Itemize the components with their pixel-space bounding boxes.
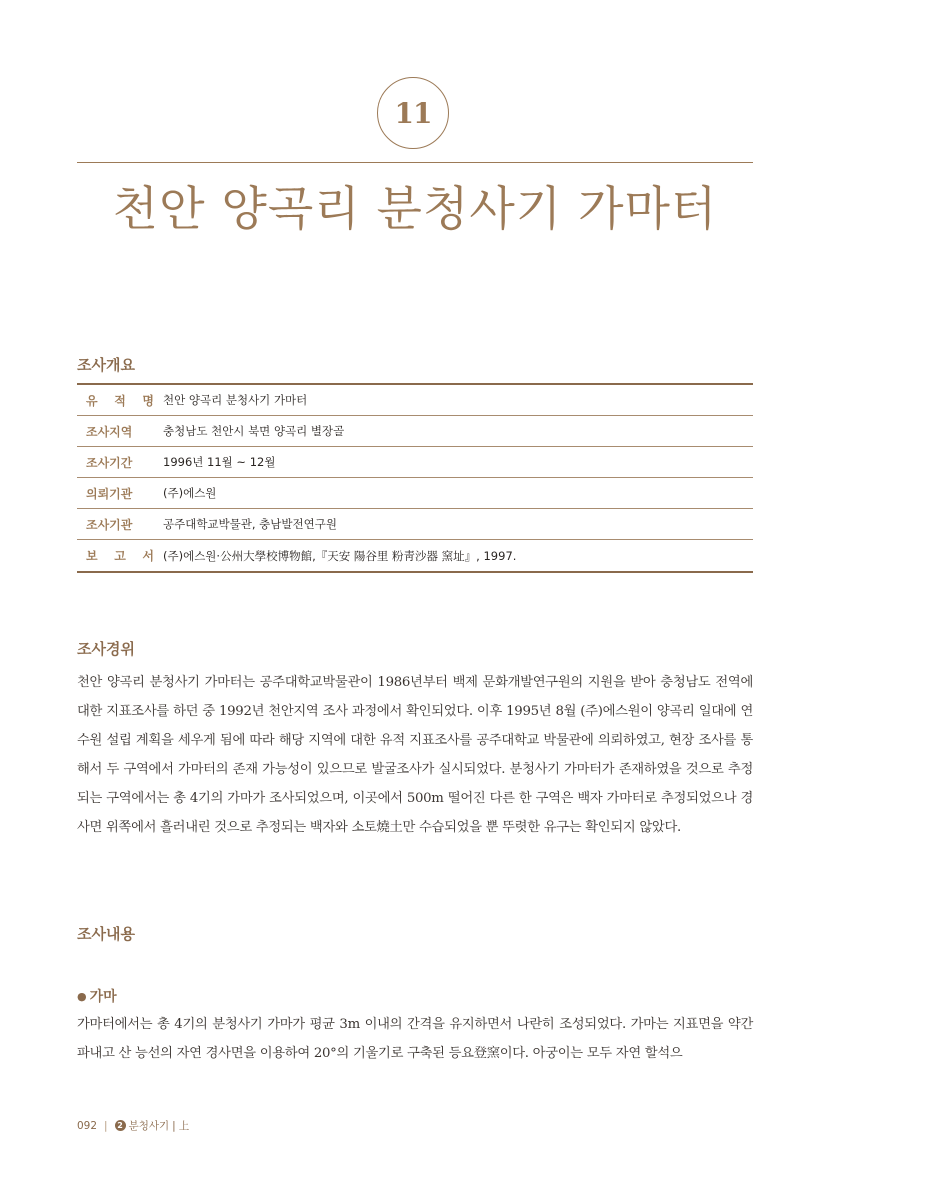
contents-heading: 조사내용 [77,925,135,943]
kiln-paragraph: 가마터에서는 총 4기의 분청사기 가마가 평균 3m 이내의 간격을 유지하면서 나란히 조성되었다. 가마는 지표면을 약간 파내고 산 능선의 자연 경사면을 이용하여 20°의 기울기로 구축된 등요登窯이다. 아궁이는 모두 자연 할석으 [77,1017,753,1061]
row-label: 조사기간 [86,455,133,470]
row-label: 의뢰기관 [86,486,133,501]
overview-row-client [77,478,753,509]
page-title: 천안 양곡리 분청사기 가마터 [112,182,718,237]
bullet-icon: ● [77,990,87,1003]
overview-row-period [77,447,753,478]
overview-table [77,383,753,573]
overview-heading: 조사개요 [77,356,135,374]
row-value: (주)에스원·公州大學校博物館,『天安 陽谷里 粉靑沙器 窯址』, 1997. [163,548,517,563]
row-value: (주)에스원 [163,486,217,500]
overview-row-report [77,540,753,571]
overview-row-institution [77,509,753,540]
page-footer [77,1118,189,1133]
background-heading: 조사경위 [77,640,135,658]
title-divider [77,162,753,163]
row-label: 조사기관 [86,517,133,532]
row-value: 충청남도 천안시 북면 양곡리 별장골 [163,424,345,438]
row-value: 공주대학교박물관, 충남발전연구원 [163,517,337,531]
overview-row-region [77,416,753,447]
row-value: 천안 양곡리 분청사기 가마터 [163,393,308,407]
volume-label: 上 [178,1120,190,1132]
row-label: 보 고 서 [86,549,154,563]
footer-separator: | [172,1119,176,1132]
footer-separator: | [104,1119,108,1132]
overview-row-site-name [77,385,753,416]
row-label: 조사지역 [86,424,133,439]
chapter-number-badge [377,77,449,149]
kiln-subheading [77,986,117,1006]
row-value: 1996년 11월 ~ 12월 [163,455,276,469]
page-number: 092 [77,1119,98,1132]
book-title: 분청사기 [128,1120,170,1132]
chapter-number: 11 [394,96,432,130]
volume-number-icon: 2 [115,1120,126,1131]
kiln-subheading-label: 가마 [89,989,117,1005]
row-label: 유 적 명 [86,393,154,408]
background-paragraph: 천안 양곡리 분청사기 가마터는 공주대학교박물관이 1986년부터 백제 문화개발연구원의 지원을 받아 충청남도 전역에 대한 지표조사를 하던 중 1992년 천안지역 조사 과정에서 확인되었다. 이후 1995년 8월 (주)에스원이 양곡리 일대에 연수원 설립 계획을 세우게 됨에 따라 해당 지역에 대한 유적 지표조사를 공주대학교 박물관에 의뢰하였고, 현장 조사를 통해서 두 구역에서 가마터의 존재 가능성이 있으므로 발굴조사가 실시되었다. 분청사기 가마터가 존재하였을 것으로 추정되는 구역에서는 총 4기의 가마가 조사되었으며, 이곳에서 500m 떨어진 다른 한 구역은 백자 가마터로 추정되었으나 경사면 위쪽에서 흘러내린 것으로 추정되는 백자와 소토燒土만 수습되었을 뿐 뚜렷한 유구는 확인되지 않았다. [77,675,754,835]
